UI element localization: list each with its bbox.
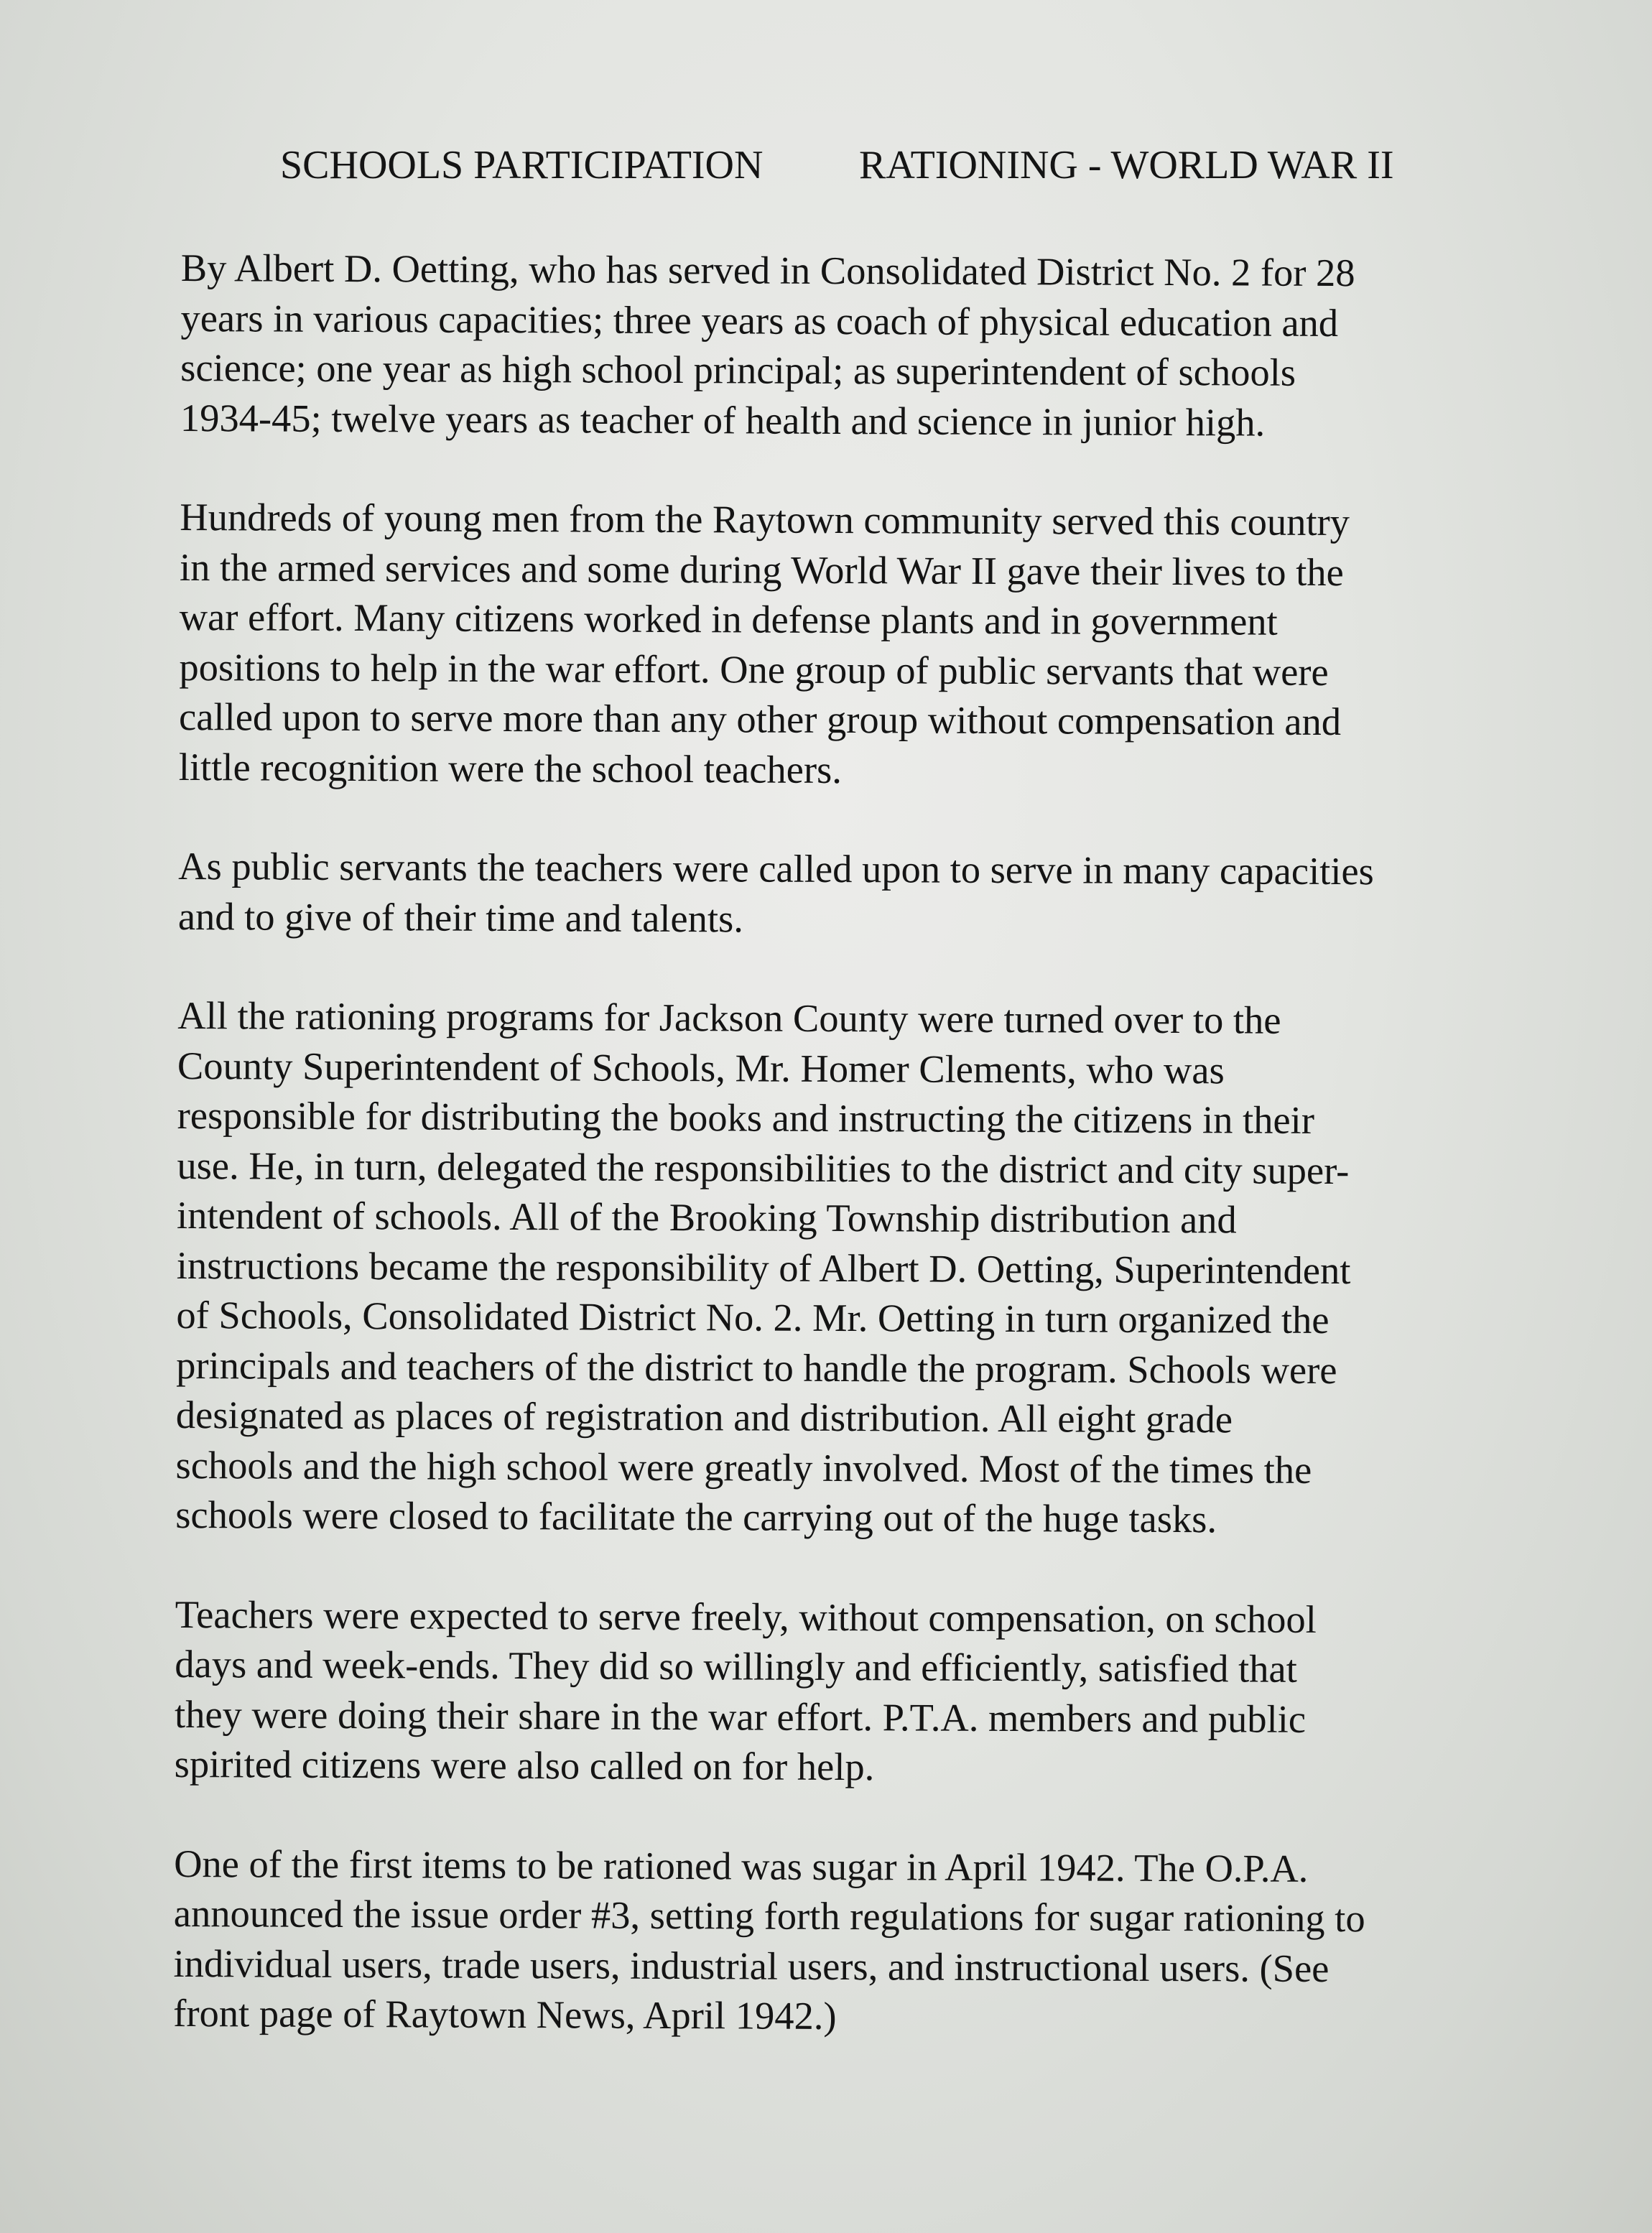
text-line: of Schools, Consolidated District No. 2. Mr. Oetting in turn organized the: [176, 1292, 1330, 1342]
text-line: intendent of schools. All of the Brooking Township distribution and: [176, 1192, 1237, 1242]
document-heading: [280, 136, 1458, 194]
text-line: One of the first items to be rationed was sugar in April 1942. The O.P.A.: [174, 1841, 1309, 1890]
paragraph: [179, 492, 1531, 797]
text-line: As public servants the teachers were called upon to serve in many capacities: [178, 843, 1374, 893]
text-line: Teachers were expected to serve freely, without compensation, on school: [175, 1592, 1317, 1641]
text-line: science; one year as high school principal; as superintendent of schools: [180, 345, 1296, 394]
text-line: and to give of their time and talents.: [177, 893, 744, 940]
text-line: Hundreds of young men from the Raytown community served this country: [180, 494, 1350, 544]
text-line: spirited citizens were also called on for help.: [174, 1741, 875, 1789]
text-line: days and week-ends. They did so willingly and efficiently, satisfied that: [175, 1641, 1297, 1691]
text-line: instructions became the responsibility of Albert D. Oetting, Superintendent: [176, 1243, 1351, 1292]
text-line: schools were closed to facilitate the carrying out of the huge tasks.: [175, 1492, 1217, 1541]
text-line: responsible for distributing the books and instructing the citizens in their: [177, 1092, 1315, 1142]
text-line: little recognition were the school teachers.: [178, 744, 843, 791]
paragraph: [178, 841, 1529, 947]
heading-schools-participation: SCHOOLS PARTICIPATION: [280, 143, 764, 187]
paragraph: [175, 990, 1528, 1546]
text-line: years in various capacities; three years as coach of physical education and: [180, 295, 1339, 345]
text-line: front page of Raytown News, April 1942.): [173, 1990, 837, 2038]
text-line: principals and teachers of the district to handle the program. Schools were: [176, 1342, 1337, 1392]
text-line: individual users, trade users, industrial users, and instructional users. (See: [173, 1941, 1330, 1990]
paragraph: [180, 243, 1531, 448]
heading-rationing-world-war-ii: RATIONING - WORLD WAR II: [859, 143, 1394, 187]
text-line: use. He, in turn, delegated the responsibilities to the district and city super-: [177, 1143, 1350, 1192]
text-line: All the rationing programs for Jackson County were turned over to the: [177, 993, 1281, 1042]
paragraph: [173, 1838, 1524, 2043]
text-line: designated as places of registration and distribution. All eight grade: [175, 1392, 1233, 1442]
text-line: 1934-45; twelve years as teacher of health and science in junior high.: [180, 395, 1266, 445]
text-line: County Superintendent of Schools, Mr. Homer Clements, who was: [177, 1043, 1225, 1092]
text-line: in the armed services and some during World War II gave their lives to the: [179, 544, 1344, 594]
text-line: announced the issue order #3, setting forth regulations for sugar rationing to: [173, 1890, 1365, 1941]
text-line: positions to help in the war effort. One group of public servants that were: [179, 644, 1329, 694]
text-line: schools and the high school were greatly involved. Most of the times the: [175, 1442, 1312, 1492]
text-line: they were doing their share in the war effort. P.T.A. members and public: [174, 1691, 1307, 1741]
document-body: [173, 243, 1531, 2094]
text-line: called upon to serve more than any other group without compensation and: [178, 694, 1342, 744]
paragraph: [175, 1589, 1526, 1794]
text-line: war effort. Many citizens worked in defense plants and in government: [179, 594, 1278, 644]
text-line: By Albert D. Oetting, who has served in Consolidated District No. 2 for 28: [180, 245, 1355, 295]
